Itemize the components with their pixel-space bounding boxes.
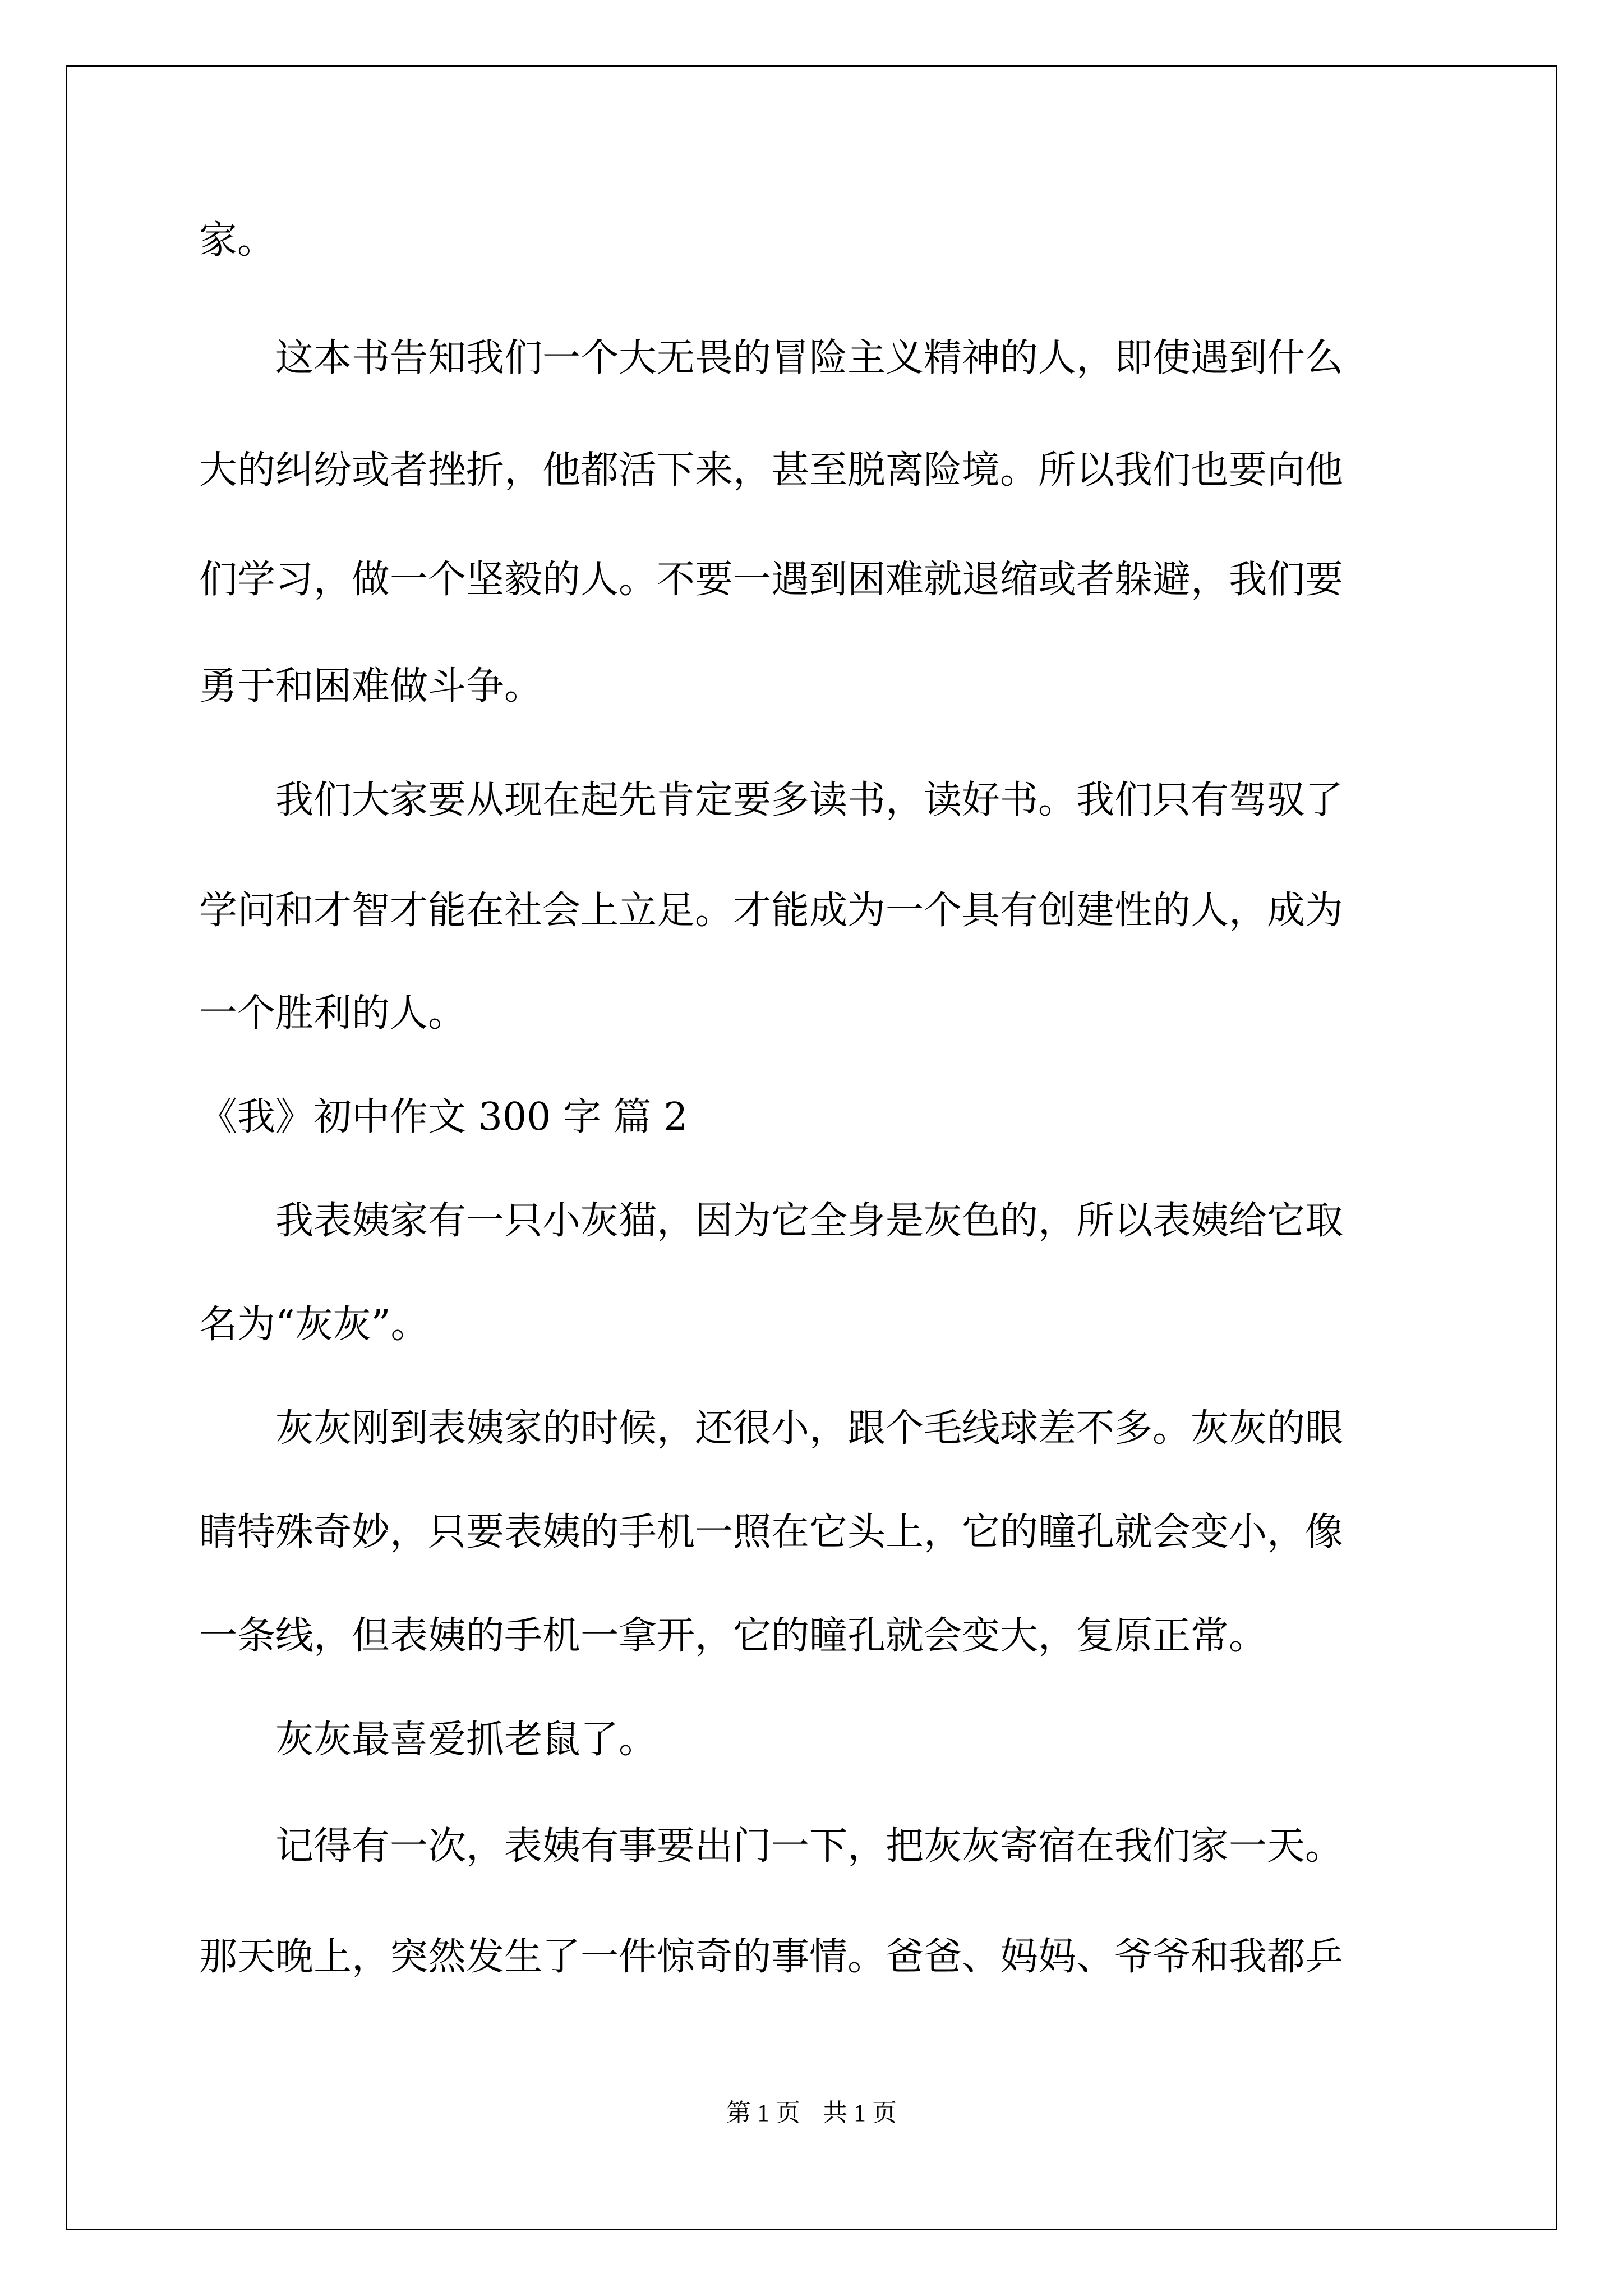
text-line: 我表姨家有一只小灰猫，因为它全身是灰色的，所以表姨给它取 [199,1199,1344,1243]
text-line: 们学习，做一个坚毅的人。不要一遇到困难就退缩或者躲避，我们要 [199,558,1344,602]
page-border [66,65,1557,2230]
text-line: 学问和才智才能在社会上立足。才能成为一个具有创建性的人，成为 [199,889,1344,933]
text-line: 勇于和困难做斗争。 [199,664,543,708]
text-line: 名为“灰灰”。 [199,1303,429,1347]
text-line: 这本书告知我们一个大无畏的冒险主义精神的人，即使遇到什么 [199,336,1344,380]
page-total: 共 1 页 [823,2099,897,2127]
text-line: 大的纠纷或者挫折，他都活下来，甚至脱离险境。所以我们也要向他 [199,448,1344,493]
text-line: 灰灰最喜爱抓老鼠了。 [199,1718,657,1762]
text-line: 记得有一次，表姨有事要出门一下，把灰灰寄宿在我们家一天。 [199,1824,1344,1869]
text-line: 我们大家要从现在起先肯定要多读书，读好书。我们只有驾驭了 [199,778,1344,822]
text-line: 睛特殊奇妙，只要表姨的手机一照在它头上，它的瞳孔就会变小，像 [199,1510,1344,1554]
text-line: 那天晚上，突然发生了一件惊奇的事情。爸爸、妈妈、爷爷和我都乒 [199,1935,1344,1979]
text-line: 灰灰刚到表姨家的时候，还很小，跟个毛线球差不多。灰灰的眼 [199,1406,1344,1451]
text-line: 家。 [199,218,276,263]
page-footer [0,2092,1623,2128]
section-heading: 《我》初中作文 300 字 篇 2 [199,1095,688,1139]
text-line: 一个胜利的人。 [199,991,467,1036]
page-number: 第 1 页 [726,2099,800,2127]
text-line: 一条线，但表姨的手机一拿开，它的瞳孔就会变大，复原正常。 [199,1614,1267,1658]
